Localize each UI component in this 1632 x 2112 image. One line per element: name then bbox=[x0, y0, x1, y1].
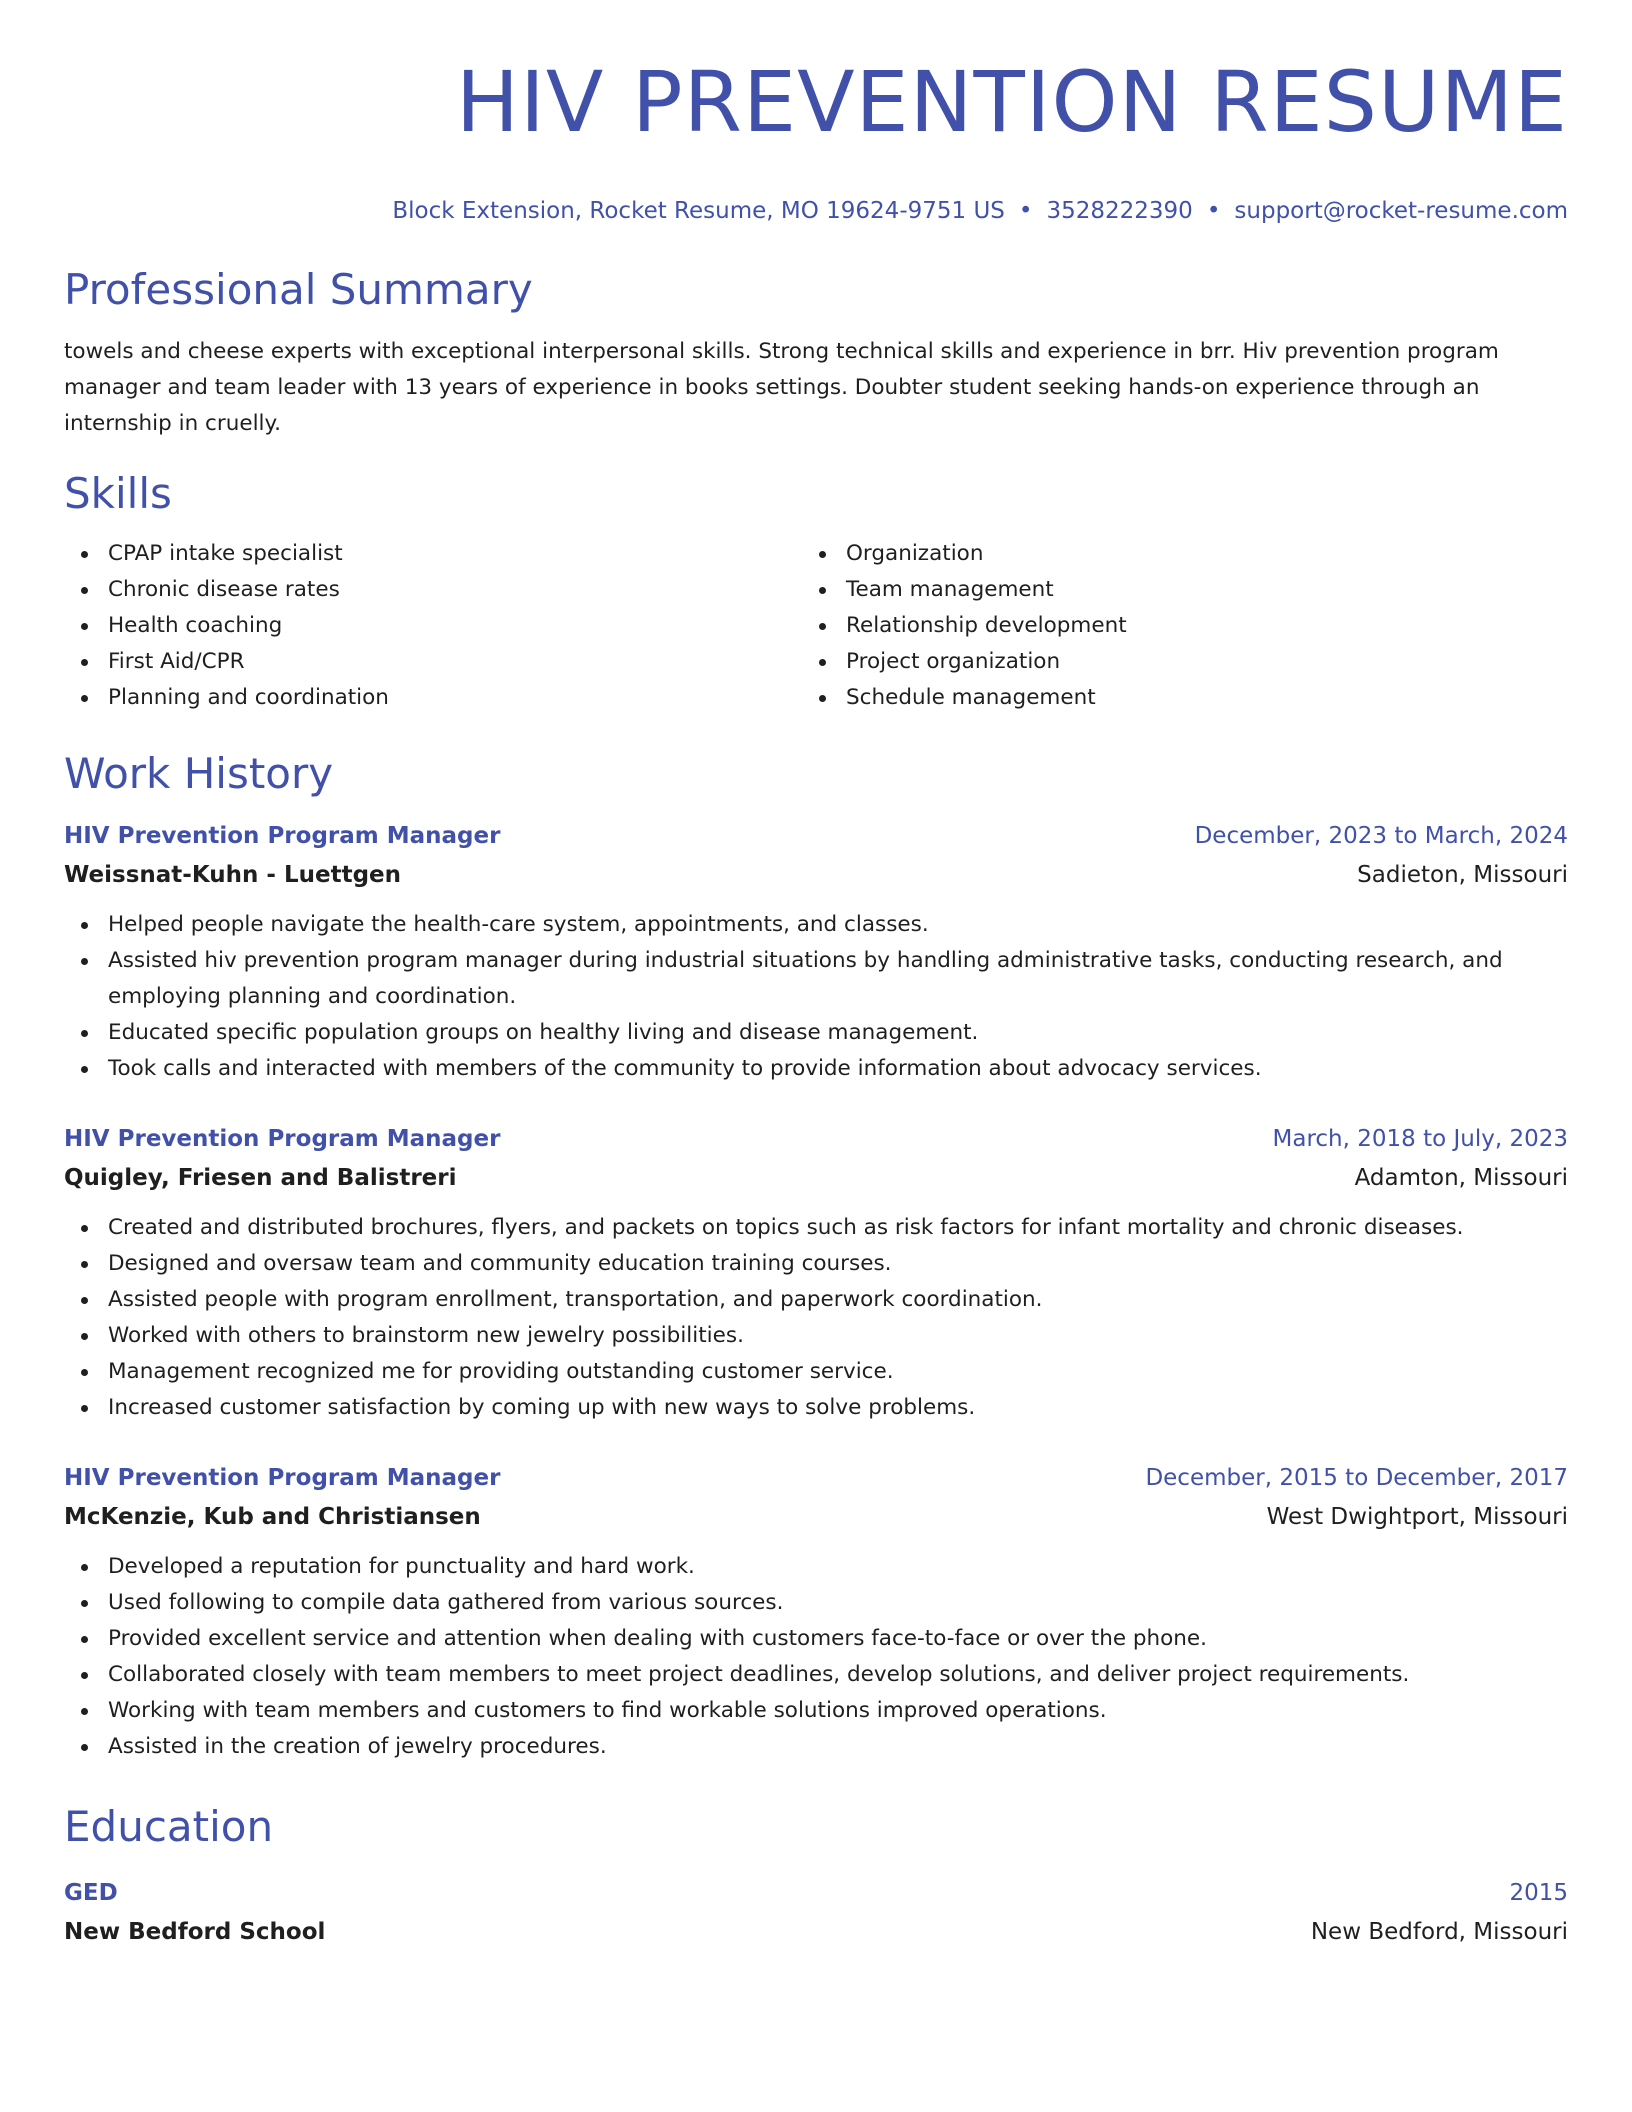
education-header-row bbox=[64, 1875, 1568, 1911]
job-dates: December, 2015 to December, 2017 bbox=[1145, 1465, 1568, 1491]
job-location: Sadieton, Missouri bbox=[1357, 862, 1568, 888]
job-bullet: Working with team members and customers to find workable solutions improved operations. bbox=[64, 1693, 1568, 1729]
job-title: HIV Prevention Program Manager bbox=[64, 1465, 501, 1491]
job-company: Quigley, Friesen and Balistreri bbox=[64, 1165, 457, 1191]
job-dates: March, 2018 to July, 2023 bbox=[1272, 1126, 1568, 1152]
job-header-row bbox=[64, 818, 1568, 854]
job-company-row bbox=[64, 1157, 1568, 1196]
skills-column-left bbox=[64, 536, 802, 716]
contact-separator: • bbox=[1018, 198, 1033, 224]
skill-item: Chronic disease rates bbox=[64, 572, 802, 608]
skill-item: Schedule management bbox=[802, 680, 1540, 716]
job-company-row bbox=[64, 1496, 1568, 1535]
job-entry bbox=[64, 1121, 1568, 1426]
job-dates: December, 2023 to March, 2024 bbox=[1194, 823, 1568, 849]
resume-name: HIV PREVENTION RESUME bbox=[455, 53, 1568, 151]
skills-heading: Skills bbox=[64, 469, 172, 518]
job-bullet: Used following to compile data gathered from various sources. bbox=[64, 1585, 1568, 1621]
job-bullets bbox=[64, 907, 1568, 1087]
job-bullet: Collaborated closely with team members to meet project deadlines, develop solutions, and deliver project requirements. bbox=[64, 1657, 1568, 1693]
resume-header bbox=[64, 0, 1568, 226]
summary-text: towels and cheese experts with exceptional interpersonal skills. Strong technical skills and experience in brr. Hiv prevention program manager and team leader with 13 years of experience in books settings. Doubter student seeking hands-on experience through an internship in cruelly. bbox=[64, 339, 1499, 436]
job-bullets bbox=[64, 1210, 1568, 1426]
job-bullet: Assisted people with program enrollment, transportation, and paperwork coordination. bbox=[64, 1282, 1568, 1318]
skill-item: Health coaching bbox=[64, 608, 802, 644]
job-title: HIV Prevention Program Manager bbox=[64, 823, 501, 849]
skill-item: Planning and coordination bbox=[64, 680, 802, 716]
job-bullet: Worked with others to brainstorm new jewelry possibilities. bbox=[64, 1318, 1568, 1354]
job-company: McKenzie, Kub and Christiansen bbox=[64, 1504, 481, 1530]
contact-line bbox=[64, 196, 1568, 226]
education-year: 2015 bbox=[1509, 1880, 1568, 1906]
job-company-row bbox=[64, 854, 1568, 893]
job-bullets bbox=[64, 1549, 1568, 1765]
job-bullet: Provided excellent service and attention when dealing with customers face-to-face or over the phone. bbox=[64, 1621, 1568, 1657]
education-entry bbox=[64, 1875, 1568, 1950]
job-bullet: Designed and oversaw team and community education training courses. bbox=[64, 1246, 1568, 1282]
job-entry bbox=[64, 1460, 1568, 1765]
job-company: Weissnat-Kuhn - Luettgen bbox=[64, 862, 402, 888]
education-location: New Bedford, Missouri bbox=[1310, 1919, 1568, 1945]
job-location: West Dwightport, Missouri bbox=[1266, 1504, 1568, 1530]
skill-item: Relationship development bbox=[802, 608, 1540, 644]
job-bullet: Helped people navigate the health-care system, appointments, and classes. bbox=[64, 907, 1568, 943]
contact-phone: 3528222390 bbox=[1046, 198, 1193, 224]
education-heading: Education bbox=[64, 1802, 274, 1851]
contact-email: support@rocket-resume.com bbox=[1234, 198, 1568, 224]
job-bullet: Created and distributed brochures, flyers, and packets on topics such as risk factors for infant mortality and chronic diseases. bbox=[64, 1210, 1568, 1246]
job-bullet: Educated specific population groups on healthy living and disease management. bbox=[64, 1015, 1568, 1051]
job-bullet: Took calls and interacted with members of the community to provide information about advocacy services. bbox=[64, 1051, 1568, 1087]
job-bullet: Developed a reputation for punctuality and hard work. bbox=[64, 1549, 1568, 1585]
job-entry bbox=[64, 818, 1568, 1087]
job-bullet: Assisted in the creation of jewelry procedures. bbox=[64, 1729, 1568, 1765]
job-title: HIV Prevention Program Manager bbox=[64, 1126, 501, 1152]
skills-list bbox=[64, 536, 1568, 716]
skill-item: CPAP intake specialist bbox=[64, 536, 802, 572]
education-degree: GED bbox=[64, 1880, 118, 1906]
job-header-row bbox=[64, 1121, 1568, 1157]
job-header-row bbox=[64, 1460, 1568, 1496]
job-bullet: Management recognized me for providing outstanding customer service. bbox=[64, 1354, 1568, 1390]
skill-item: First Aid/CPR bbox=[64, 644, 802, 680]
contact-address: Block Extension, Rocket Resume, MO 19624-9751 US bbox=[392, 198, 1005, 224]
skill-item: Organization bbox=[802, 536, 1540, 572]
education-school: New Bedford School bbox=[64, 1919, 326, 1945]
skills-column-right bbox=[802, 536, 1540, 716]
contact-separator: • bbox=[1206, 198, 1221, 224]
summary-heading: Professional Summary bbox=[64, 265, 533, 314]
education-school-row bbox=[64, 1911, 1568, 1950]
skill-item: Project organization bbox=[802, 644, 1540, 680]
job-location: Adamton, Missouri bbox=[1354, 1165, 1568, 1191]
job-bullet: Assisted hiv prevention program manager during industrial situations by handling administrative tasks, conducting research, and employing planning and coordination. bbox=[64, 943, 1568, 1015]
job-bullet: Increased customer satisfaction by coming up with new ways to solve problems. bbox=[64, 1390, 1568, 1426]
skill-item: Team management bbox=[802, 572, 1540, 608]
work-history-heading: Work History bbox=[64, 749, 334, 798]
